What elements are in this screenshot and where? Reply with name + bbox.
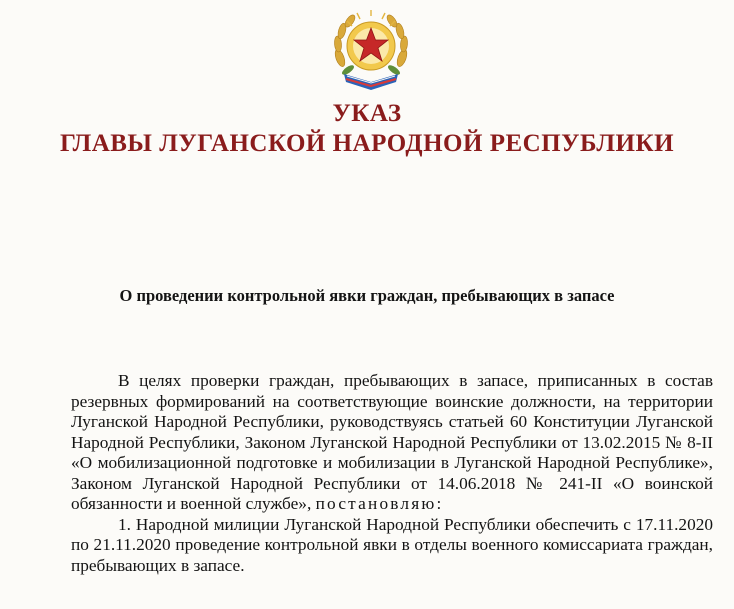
decree-subject: О проведении контрольной явки граждан, пребывающих в запасе: [119, 286, 615, 305]
clause-1-paragraph: 1. Народной милиции Луганской Народной Республики обеспечить с 17.11.2020 по 21.11.2020 проведение контрольной явки в отделы военного комиссариата граждан, пребывающих в запасе.: [71, 514, 713, 575]
preamble-paragraph: [71, 371, 713, 515]
decree-body: [71, 371, 713, 576]
document-type-title: УКАЗ: [332, 100, 402, 127]
coat-of-arms-icon: [330, 8, 412, 94]
preamble-text: В целях проверки граждан, пребывающих в запасе, приписанных в состав резервных формирований на соответствующие воинские должности, на территории Луганской Народной Республики, руководствуясь статьей 60 Конституции Луганской Народной Республики, Законом Луганской Народной Республики от 13.02.2015 № 8-II «О мобилизационной подготовке и мобилизации в Луганской Народной Республике», Законом Луганской Народной Республики от 14.06.2018 № 241-II «О воинской обязанности и военной службе»,: [71, 371, 713, 513]
issuer-title: ГЛАВЫ ЛУГАНСКОЙ НАРОДНОЙ РЕСПУБЛИКИ: [59, 130, 675, 157]
resolution-word: постановляю:: [315, 494, 444, 513]
